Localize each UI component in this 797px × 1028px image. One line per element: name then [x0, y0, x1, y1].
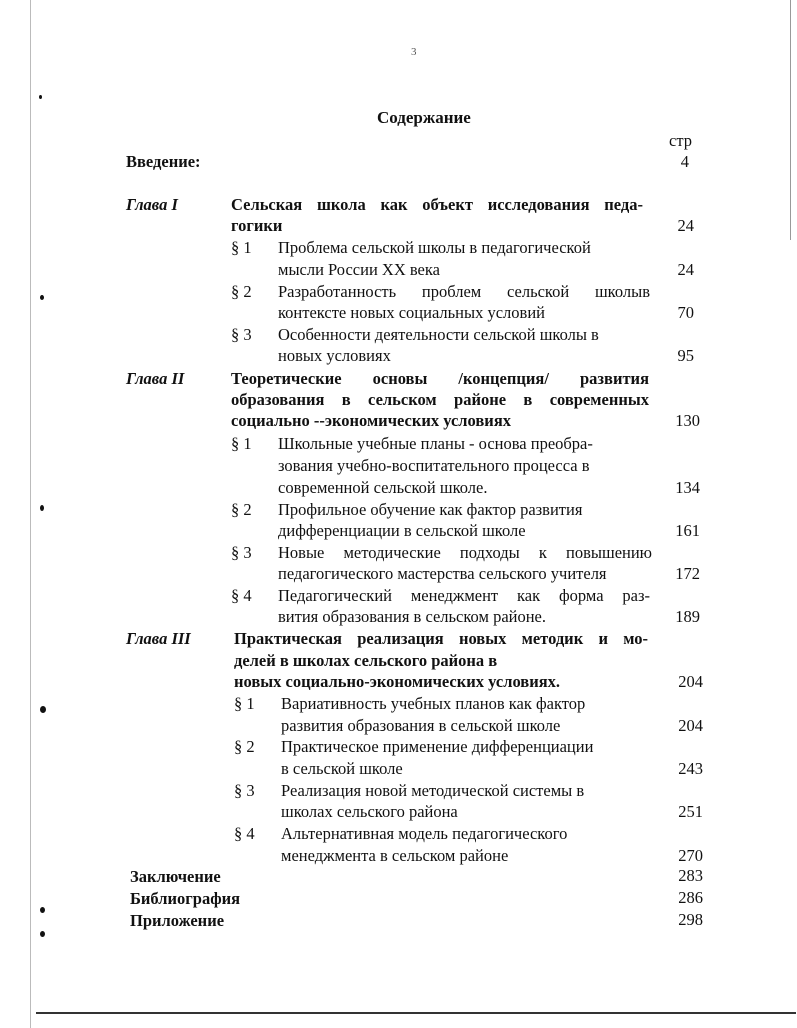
section-title-line: педагогического мастерства сельского учителя: [278, 564, 607, 583]
chapter-title-line: образования в сельском районе в современных: [231, 390, 649, 409]
section-title-line: дифференциации в сельской школе: [278, 521, 526, 540]
scan-dot: [40, 907, 45, 913]
section-title-line: новых условиях: [278, 346, 391, 365]
section-page: 172: [675, 564, 700, 583]
section-page: 204: [678, 716, 703, 735]
section-title-line: Педагогический менеджмент как форма раз-: [278, 586, 650, 605]
intro-label: Введение:: [126, 152, 201, 171]
section-number: § 1: [231, 434, 252, 453]
section-title-line: Профильное обучение как фактор развития: [278, 500, 583, 519]
section-title-line: Проблема сельской школы в педагогической: [278, 238, 591, 257]
section-title-line: Практическое применение дифференциации: [281, 737, 594, 756]
chapter-page: 130: [675, 411, 700, 430]
section-title-line: развития образования в сельской школе: [281, 716, 561, 735]
section-number: § 3: [231, 325, 252, 344]
section-title-line: Вариативность учебных планов как фактор: [281, 694, 586, 713]
section-page: 243: [678, 759, 703, 778]
scan-right-edge: [790, 0, 791, 240]
section-number: § 3: [234, 781, 255, 800]
intro-page: 4: [680, 152, 689, 171]
chapter-label: Глава I: [126, 195, 178, 214]
section-title-line: современной сельской школе.: [278, 478, 488, 497]
closing-label: Библиография: [130, 889, 241, 908]
section-number: § 1: [231, 238, 252, 257]
section-title-line: Особенности деятельности сельской школы в: [278, 325, 599, 344]
page-column-header: стр: [669, 131, 692, 150]
section-number: § 2: [234, 737, 255, 756]
section-number: § 3: [231, 543, 252, 562]
chapter-title-line: гогики: [231, 216, 283, 235]
section-number: § 4: [234, 824, 255, 843]
section-title-line: Альтернативная модель педагогического: [281, 824, 568, 843]
section-page: 270: [678, 846, 703, 865]
section-title-line: мысли России XX века: [278, 260, 440, 279]
chapter-title-line: делей в школах сельского района в: [234, 651, 498, 670]
chapter-title-line: Практическая реализация новых методик и мо-: [234, 629, 648, 648]
chapter-title-line: социально --экономических условиях: [231, 411, 511, 430]
scan-dot: [40, 295, 44, 300]
chapter-title-line: Теоретические основы /концепция/ развития: [231, 369, 649, 388]
section-page: 161: [675, 521, 700, 540]
closing-page: 286: [678, 888, 703, 907]
scan-dot: [39, 95, 42, 99]
scan-dot: [40, 931, 45, 937]
section-title-line: Разработанность проблем сельской школыв: [278, 282, 650, 301]
section-page: 95: [677, 346, 694, 365]
page-number: 3: [411, 46, 417, 58]
chapter-page: 204: [678, 672, 703, 691]
section-page: 24: [677, 260, 694, 279]
section-title-line: контексте новых социальных условий: [278, 303, 545, 322]
closing-label: Заключение: [130, 867, 221, 886]
section-title-line: Новые методические подходы к повышению: [278, 543, 652, 562]
section-page: 251: [678, 802, 703, 821]
section-number: § 1: [234, 694, 255, 713]
section-title-line: зования учебно-воспитательного процесса в: [278, 456, 590, 475]
section-title-line: Школьные учебные планы - основа преобра-: [278, 434, 593, 453]
scan-left-edge: [30, 0, 31, 1028]
section-title-line: в сельской школе: [281, 759, 403, 778]
page-title: Содержание: [377, 108, 471, 127]
section-number: § 2: [231, 500, 252, 519]
scan-bottom-line: [36, 1012, 796, 1014]
section-page: 134: [675, 478, 700, 497]
chapter-title-line: новых социально-экономических условиях.: [234, 672, 561, 691]
section-title-line: школах сельского района: [281, 802, 458, 821]
closing-page: 283: [678, 866, 703, 885]
section-page: 189: [675, 607, 700, 626]
scan-dot: [40, 505, 44, 511]
section-page: 70: [677, 303, 694, 322]
scan-dot: [40, 706, 46, 713]
section-title-line: менеджмента в сельском районе: [281, 846, 509, 865]
closing-page: 298: [678, 910, 703, 929]
chapter-title-line: Сельская школа как объект исследования педа-: [231, 195, 643, 214]
section-number: § 4: [231, 586, 252, 605]
chapter-label: Глава II: [126, 369, 185, 388]
section-title-line: Реализация новой методической системы в: [281, 781, 585, 800]
chapter-label: Глава III: [126, 629, 191, 648]
section-title-line: вития образования в сельском районе.: [278, 607, 546, 626]
chapter-page: 24: [677, 216, 694, 235]
section-number: § 2: [231, 282, 252, 301]
closing-label: Приложение: [130, 911, 225, 930]
